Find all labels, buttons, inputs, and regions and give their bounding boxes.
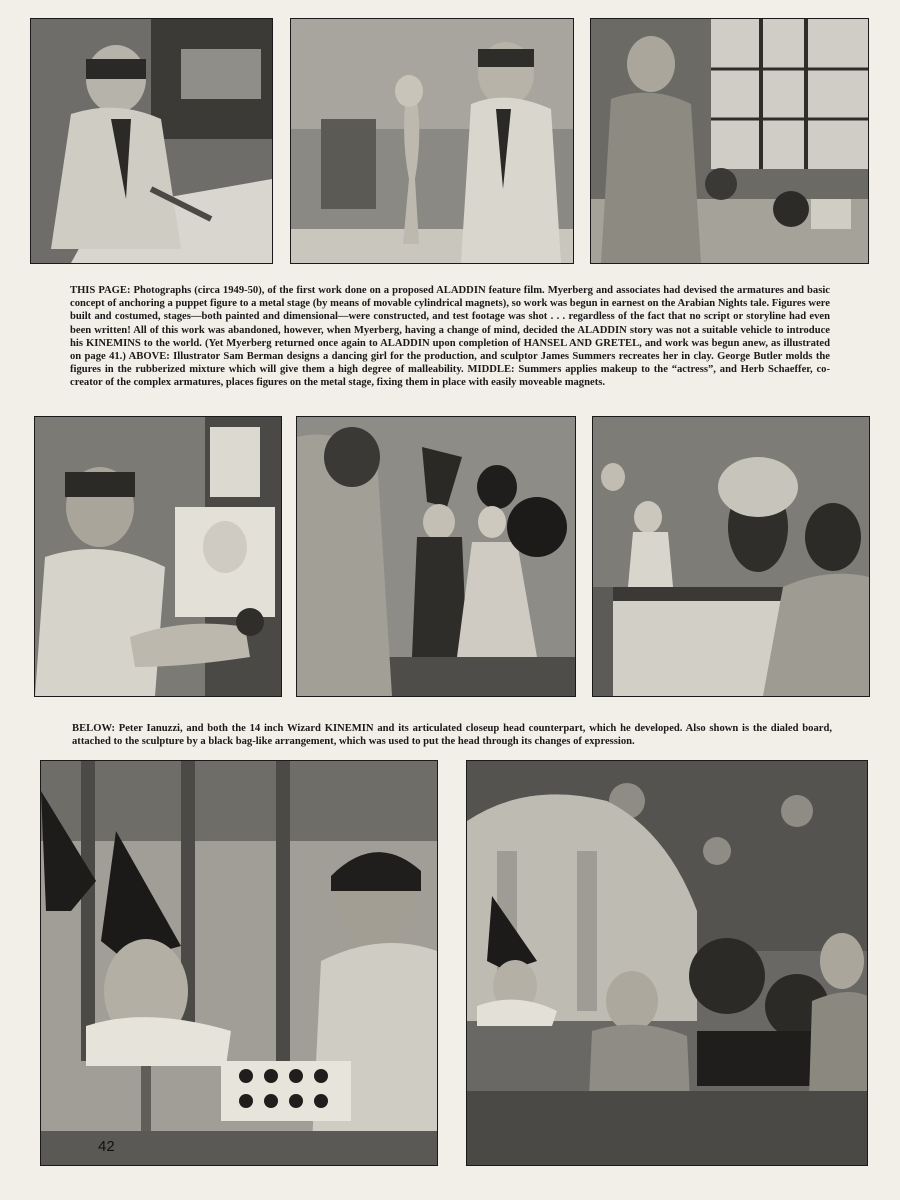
page-number: 42 bbox=[98, 1138, 115, 1155]
caption-this-page: THIS PAGE: Photographs (circa 1949-50), of the first work done on a proposed ALADDIN feature film. Myerberg and associates had devised the armatures and basic concept of anchoring a puppet figure to a metal stage (by means of movable cylindrical magnets), so work was begun in earnest on the Arabian Nights tale. Figures were built and costumed, stages—both painted and dimensional—were constructed, and test footage was shot . . . regardless of the fact that no script or storyline had even been written! All of this work was abandoned, however, when Myerberg, having a change of mind, decided the ALADDIN story was not a suitable vehicle to introduce his KINEMINS to the world. (Yet Myerberg returned once again to ALADDIN upon completion of HANSEL AND GRETEL, and work was begun anew, as illustrated on page 41.) ABOVE: Illustrator Sam Berman designs a dancing girl for the production, and sculptor James Summers recreates her in clay. George Butler molds the figures in the rubberized mixture which will give them a high degree of malleability. MIDDLE: Summers applies makeup to the “actress”, and Herb Schaeffer, co-creator of the complex armatures, places figures on the metal stage, fixing them in place with easily moveable magnets. bbox=[70, 285, 830, 389]
photo-wizard-head-camera bbox=[466, 760, 868, 1166]
photo-makeup-actress bbox=[34, 416, 282, 697]
photo-molding-figures bbox=[590, 18, 869, 264]
photo-illustrator-drawing bbox=[30, 18, 273, 264]
photo-magnets-stage bbox=[592, 416, 870, 697]
photo-sculptor-clay-figure bbox=[290, 18, 574, 264]
caption-below: BELOW: Peter Ianuzzi, and both the 14 inch Wizard KINEMIN and its articulated closeup head counterpart, which he developed. Also shown is the dialed board, attached to the sculpture by a black bag-like arrangement, which was used to put the head through its changes of expression. bbox=[72, 723, 832, 748]
photo-wizard-kinemin-ianuzzi bbox=[40, 760, 438, 1166]
photo-puppets-on-stage bbox=[296, 416, 576, 697]
